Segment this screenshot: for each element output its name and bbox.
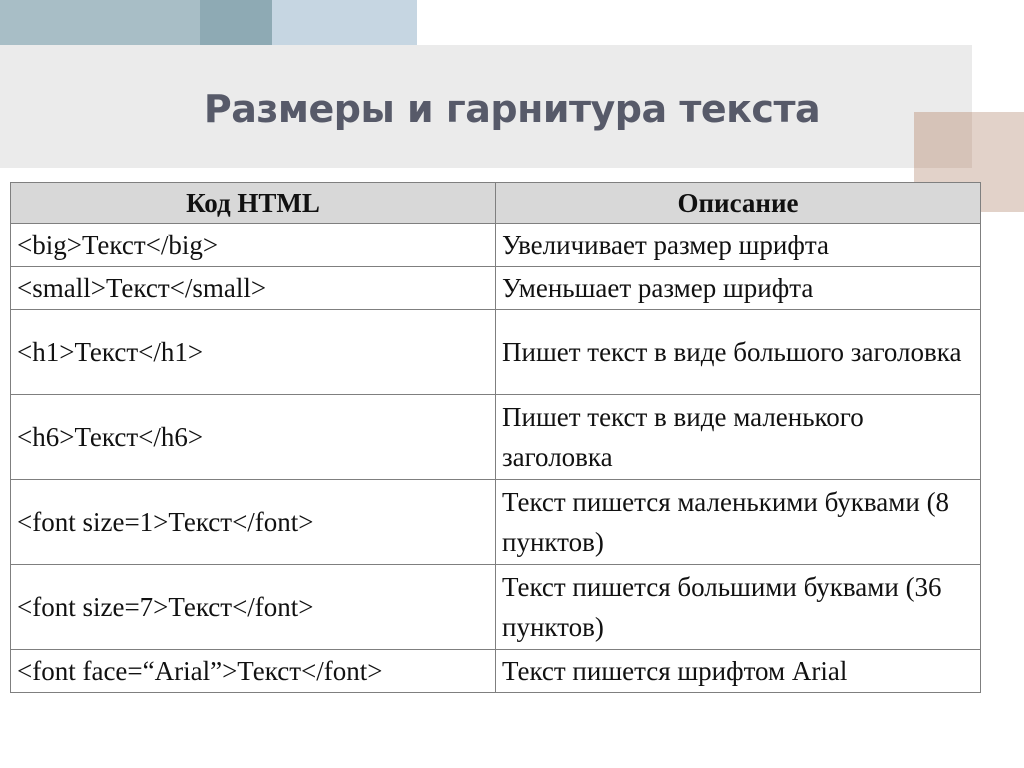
code-cell: <h1>Текст</h1> <box>11 310 496 395</box>
table-row <box>11 480 981 565</box>
column-header-description: Описание <box>496 183 981 224</box>
code-cell: <font face=“Arial”>Текст</font> <box>11 650 496 693</box>
description-cell: Текст пишется шрифтом Arial <box>496 650 981 693</box>
code-cell: <font size=7>Текст</font> <box>11 565 496 650</box>
code-cell: <h6>Текст</h6> <box>11 395 496 480</box>
code-cell: <font size=1>Текст</font> <box>11 480 496 565</box>
code-cell: <big>Текст</big> <box>11 224 496 267</box>
code-cell: <small>Текст</small> <box>11 267 496 310</box>
description-cell: Текст пишется большими буквами (36 пунктов) <box>496 565 981 650</box>
table-row <box>11 310 981 395</box>
slide-title: Размеры и гарнитура текста <box>203 87 821 131</box>
description-cell: Пишет текст в виде большого заголовка <box>496 310 981 395</box>
description-cell: Уменьшает размер шрифта <box>496 267 981 310</box>
table-row <box>11 395 981 480</box>
table-row <box>11 224 981 267</box>
column-header-code: Код HTML <box>11 183 496 224</box>
description-cell: Текст пишется маленькими буквами (8 пунктов) <box>496 480 981 565</box>
description-cell: Увеличивает размер шрифта <box>496 224 981 267</box>
table-row <box>11 565 981 650</box>
table-row <box>11 650 981 693</box>
tags-table <box>10 182 981 693</box>
description-cell: Пишет текст в виде маленького заголовка <box>496 395 981 480</box>
table-header-row <box>11 183 981 224</box>
table-row <box>11 267 981 310</box>
